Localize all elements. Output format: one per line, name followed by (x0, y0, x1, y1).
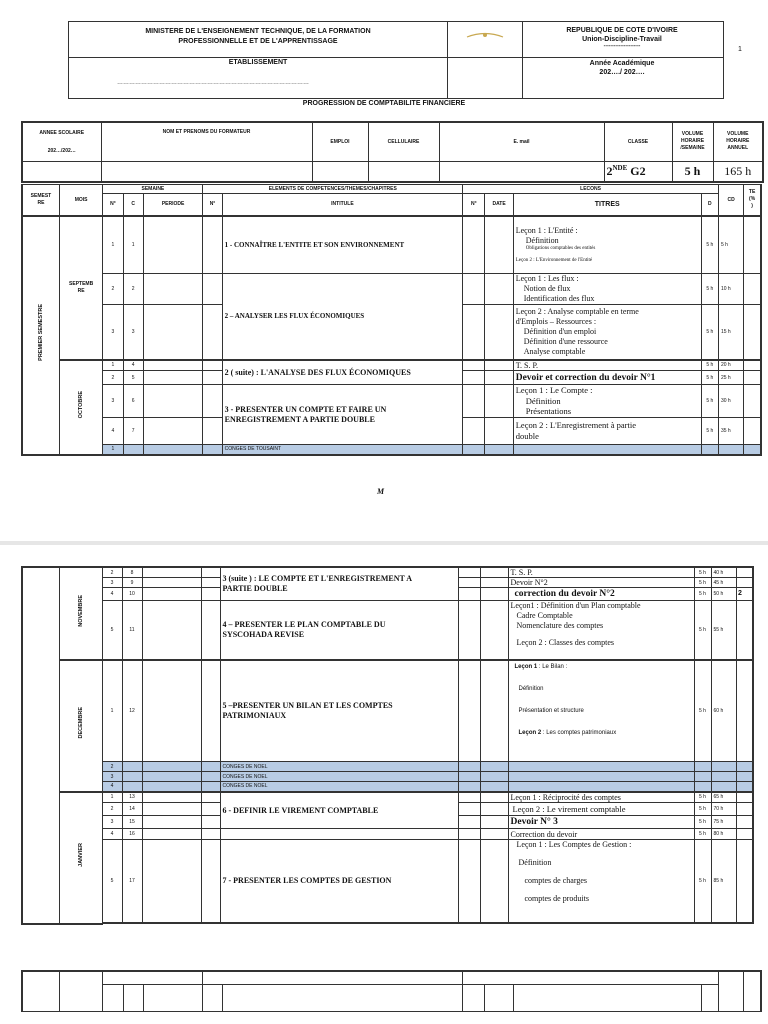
col-mois: MOIS (59, 185, 102, 216)
ministry-title: MINISTERE DE L'ENSEIGNEMENT TECHNIQUE, DE LA FORMATION PROFESSIONNELLE ET DE L'APPRENTISSAGE (145, 28, 371, 45)
col-lecon-n: N° (463, 194, 485, 216)
table-row: 4 7 Leçon 2 : L'Enregistrement à partie double 5 h 35 h (22, 418, 761, 445)
lesson-1: Leçon 1 : L'Entité : Définition Obligations comptables des entités Leçon 2 : L'Environnement de l'Entité (513, 216, 701, 274)
lesson-11: Leçon1 : Définition d'un Plan comptable Cadre Comptable Nomenclature des comptes Leçon 2 : Classes des comptes (508, 601, 694, 660)
col-d: D (701, 194, 718, 216)
table-row: PREMIER SEMESTRE SEPTEMB RE 1 1 1 - CONNAÎTRE L'ENTITE ET SON ENVIRONNEMENT Leçon 1 : L'Entité : Définition Obligations comptables des entités Leçon 2 : L'Environnement de l'Entité 5 h 5 h (22, 216, 761, 274)
annee-academique: Année Académique 202…./ 202…. (589, 60, 655, 76)
table-row: 5 11 4 – PRESENTER LE PLAN COMPTABLE DU SYSCOHADA REVISE Leçon1 : Définition d'un Plan comptable Cadre Comptable Nomenclature des comptes Leçon 2 : Classes des comptes 5 h 55 h (22, 601, 762, 660)
table-row: 3 6 3 - PRESENTER UN COMPTE ET FAIRE UN ENREGISTREMENT A PARTIE DOUBLE Leçon 1 : Le Compte : Définition Présentations 5 h 30 h (22, 385, 761, 418)
competence-7: 7 - PRESENTER LES COMPTES DE GESTION (220, 840, 458, 923)
col-intitule: INTITULE (222, 194, 463, 216)
col-periode: PERIODE (143, 194, 203, 216)
lesson-devoir-1: Devoir et correction du devoir N°1 (513, 371, 701, 385)
formateur-label: NOM ET PRENOMS DU FORMATEUR (101, 122, 312, 161)
competence-3-suite: 3 (suite ) : LE COMPTE ET L'ENREGISTREMENT A PARTIE DOUBLE (220, 567, 458, 601)
col-te: TE (% ) (744, 185, 761, 216)
competence-2-suite: 2 ( suite) : L'ANALYSE DES FLUX ÉCONOMIQUES (222, 360, 463, 385)
month-novembre: NOVEMBRE (77, 594, 84, 627)
table-row: 3 3 Leçon 2 : Analyse comptable en terme d'Emplois – Ressources : Définition d'un emploi Définition d'une ressource Analyse comptable 5 h 15 h (22, 305, 761, 360)
vh-annuel-value: 165 h (713, 161, 763, 182)
page-break (0, 541, 768, 545)
col-semaine: SEMAINE (103, 185, 203, 194)
classe-value: 2NDE G2 (604, 161, 672, 182)
competence-2: 2 – ANALYSER LES FLUX ÉCONOMIQUES (222, 274, 463, 360)
table-row: DECEMBRE 1 12 5 –PRESENTER UN BILAN ET LES COMPTES PATRIMONIAUX Leçon 1 : Le Bilan : Définition Présentation et structure Leçon 2 : Les comptes patrimoniaux 5 h 60 h (22, 660, 762, 762)
table-row: JANVIER 1 13 6 - DEFINIR LE VIREMENT COMPTABLE Leçon 1 : Réciprocité des comptes 5 h 65 h (22, 792, 762, 803)
col-lecons: LECONS (463, 185, 719, 194)
table-row-conges: 4 CONGES DE NOEL (22, 782, 762, 792)
progression-table-page3-partial (21, 970, 762, 1012)
col-elements-n: N° (203, 194, 222, 216)
vh-semaine-label: VOLUME HORAIRE /SEMAINE (672, 122, 713, 161)
header-box (68, 21, 724, 99)
cellulaire-label: CELLULAIRE (368, 122, 439, 161)
table-row: 4 10 correction du devoir N°2 5 h 50 h (22, 588, 762, 601)
classe-label: CLASSE (604, 122, 672, 161)
table-row-conges: 1 CONGES DE TOUSAINT (22, 445, 761, 455)
lesson-tsp: T. S. P. (513, 360, 701, 371)
annee-scolaire-cell: ANNEE SCOLAIRE 202…/202… (22, 122, 101, 161)
lesson-devoir-2: Devoir N°2 (508, 578, 694, 588)
table-row: OCTOBRE 1 4 2 ( suite) : L'ANALYSE DES FLUX ÉCONOMIQUES T. S. P. 5 h 20 h (22, 360, 761, 371)
month-janvier: JANVIER (77, 843, 84, 867)
col-semestre: SEMEST RE (22, 185, 59, 216)
competence-4: 4 – PRESENTER LE PLAN COMPTABLE DU SYSCOHADA REVISE (220, 601, 458, 660)
col-n: N° (103, 194, 123, 216)
etablissement-label: ETABLISSEMENT (228, 59, 288, 66)
month-octobre: OCTOBRE (78, 390, 85, 419)
col-c: C (123, 194, 143, 216)
page-number-2: 2 (738, 590, 742, 597)
table-row: 2 2 2 – ANALYSER LES FLUX ÉCONOMIQUES Leçon 1 : Les flux : Notion de flux Identification des flux 5 h 10 h (22, 274, 761, 305)
progression-table-page1 (21, 184, 762, 456)
month-septembre: SEPTEMB RE (59, 216, 102, 360)
semestre-label: PREMIER SEMESTRE (37, 304, 44, 361)
table-row: 4 16 Correction du devoir 5 h 80 h (22, 829, 762, 840)
info-table (21, 121, 764, 183)
progression-table-page2 (21, 566, 762, 925)
email-label: E. mail (439, 122, 604, 161)
document-title: PROGRESSION DE COMPTABILITE FINANCIERE (302, 100, 466, 107)
table-row: 3 15 Devoir N° 3 5 h 75 h (22, 816, 762, 829)
page-number: 1 (738, 46, 742, 53)
lesson-6: Leçon 1 : Le Compte : Définition Présentations (513, 385, 701, 418)
table-row-conges: 3 CONGES DE NOEL (22, 772, 762, 782)
lesson-12: Leçon 1 : Le Bilan : Définition Présentation et structure Leçon 2 : Les comptes patrimoniaux (508, 660, 694, 762)
competence-3: 3 - PRESENTER UN COMPTE ET FAIRE UN ENREGISTREMENT A PARTIE DOUBLE (222, 385, 463, 445)
col-titres: TITRES (513, 194, 701, 216)
etablissement-dots: …………………………………………………………………………………… (117, 80, 309, 86)
table-row: 2 14 Leçon 2 : Le virement comptable 5 h 70 h (22, 803, 762, 816)
competence-1: 1 - CONNAÎTRE L'ENTITE ET SON ENVIRONNEMENT (222, 216, 463, 274)
conges-toussaint: CONGES DE TOUSAINT (222, 445, 463, 455)
competence-6: 6 - DEFINIR LE VIREMENT COMPTABLE (220, 792, 458, 829)
footer-mark: M (377, 487, 385, 496)
conges-noel: CONGES DE NOEL (220, 762, 458, 772)
table-row: NOVEMBRE 2 8 3 (suite ) : LE COMPTE ET L'ENREGISTREMENT A PARTIE DOUBLE T. S. P. 5 h 40 h (22, 567, 762, 578)
table-row: 3 9 Devoir N°2 5 h 45 h (22, 578, 762, 588)
lesson-correction-2: correction du devoir N°2 (508, 588, 694, 601)
vh-semaine-value: 5 h (672, 161, 713, 182)
col-cd: CD (718, 185, 743, 216)
col-elements: ELEMENTS DE COMPETENCES/THEMES/CHAPITRES (203, 185, 463, 194)
lesson-17: Leçon 1 : Les Comptes de Gestion : Définition comptes de charges comptes de produits (508, 840, 694, 923)
vh-annuel-label: VOLUME HORAIRE ANNUEL (713, 122, 763, 161)
table-row: 5 17 7 - PRESENTER LES COMPTES DE GESTION Leçon 1 : Les Comptes de Gestion : Définition comptes de charges comptes de produits 5 h 85 h (22, 840, 762, 923)
col-date: DATE (485, 194, 513, 216)
lesson-3: Leçon 2 : Analyse comptable en terme d'Emplois – Ressources : Définition d'un emploi Définition d'une ressource Analyse comptable (513, 305, 701, 360)
table-row: 2 5 Devoir et correction du devoir N°1 5 h 25 h (22, 371, 761, 385)
lesson-devoir-3: Devoir N° 3 (508, 816, 694, 829)
table-row-conges: 2 CONGES DE NOEL (22, 762, 762, 772)
republic-block: REPUBLIQUE DE COTE D'IVOIRE Union-Discipline-Travail ---------------------- (566, 27, 678, 49)
emblem-icon (465, 26, 505, 34)
lesson-2: Leçon 1 : Les flux : Notion de flux Identification des flux (513, 274, 701, 305)
month-decembre: DECEMBRE (77, 707, 84, 739)
lesson-7: Leçon 2 : L'Enregistrement à partie double (513, 418, 701, 445)
emploi-label: EMPLOI (312, 122, 368, 161)
competence-5: 5 –PRESENTER UN BILAN ET LES COMPTES PATRIMONIAUX (220, 660, 458, 762)
